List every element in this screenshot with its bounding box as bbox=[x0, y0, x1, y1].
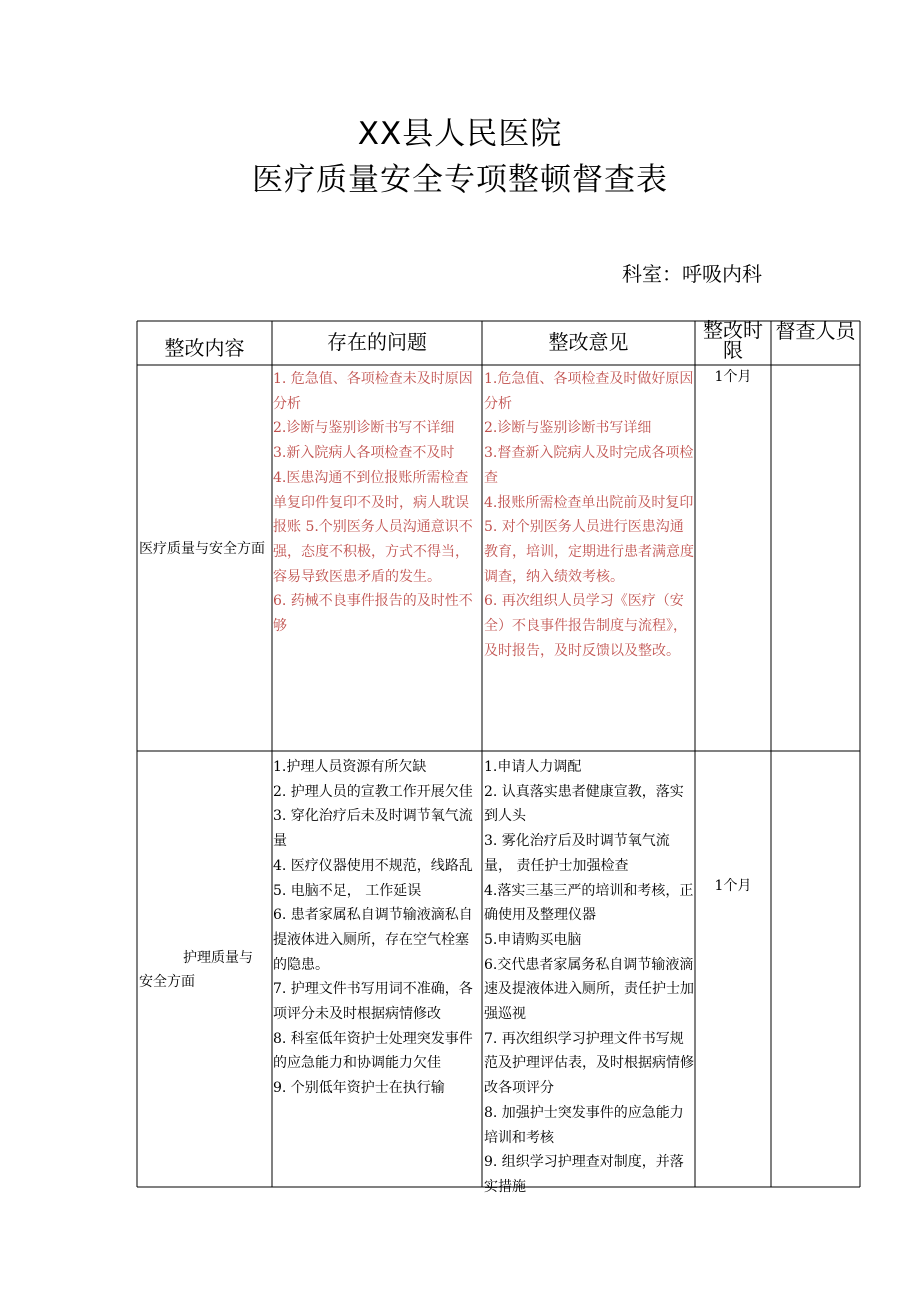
row1-problem-item: 6. 药械不良事件报告的及时性不够 bbox=[273, 593, 473, 635]
row2-deadline: 1个月 bbox=[714, 878, 752, 894]
row1-deadline: 1个月 bbox=[714, 369, 752, 385]
header-problems: 存在的问题 bbox=[327, 330, 427, 354]
row2-problem-item: 8. 科室低年资护士处理突发事件的应急能力和协调能力欠佳 bbox=[273, 1030, 473, 1072]
header-deadline-line1: 整改时 bbox=[703, 318, 763, 342]
header-deadline bbox=[695, 320, 771, 360]
row2-aspect-line1: 护理质量与 bbox=[183, 950, 253, 966]
row1-opinion-item: 1.危急值、各项检查及时做好原因分析 bbox=[484, 371, 694, 412]
row2-opinion-item: 6.交代患者家属务私自调节输液滴速及提液体进入厕所，责任护士加强巡视 bbox=[484, 956, 694, 1023]
row2-opinion-item: 5.申请购买电脑 bbox=[484, 931, 582, 948]
row2-problem-item: 9. 个别低年资护士在执行输 bbox=[273, 1080, 445, 1097]
row1-opinion-item: 3.督查新入院病人及时完成各项检查 bbox=[484, 445, 694, 486]
row1-aspect: 医疗质量与安全方面 bbox=[139, 541, 265, 557]
row2-opinion-item: 9. 组织学习护理查对制度，并落实措施 bbox=[484, 1154, 684, 1195]
row2-opinion-item: 8. 加强护士突发事件的应急能力培训和考核 bbox=[484, 1104, 684, 1146]
row1-problem-item: 4.医患沟通不到位报账所需检查单复印件复印不及时，病人耽误报账 5.个别医务人员沟通意识不强，态度不积极，方式不得当，容易导致医患矛盾的发生。 bbox=[273, 469, 473, 585]
document-title-line2: 医疗质量安全专项整顿督查表 bbox=[252, 162, 668, 198]
row2-opinions-clip bbox=[482, 752, 695, 1195]
row2-opinion-item: 2. 认真落实患者健康宣教，落实到人头 bbox=[484, 783, 684, 825]
row1-opinion-item: 2.诊断与鉴别诊断书写详细 bbox=[484, 420, 652, 437]
document-title-line1: XX县人民医院 bbox=[357, 116, 563, 152]
row2-problem-item: 7. 护理文件书写用词不准确，各项评分未及时根据病情修改 bbox=[273, 981, 473, 1023]
row1-problem-item: 3.新入院病人各项检查不及时 bbox=[273, 445, 455, 462]
header-opinions: 整改意见 bbox=[548, 330, 629, 354]
row2-opinions bbox=[484, 755, 694, 1200]
row1-problem-item: 2.诊断与鉴别诊断书写不详细 bbox=[273, 420, 455, 437]
row2-problem-item: 2. 护理人员的宣教工作开展欠佳 bbox=[273, 783, 473, 800]
row2-problem-item: 4. 医疗仪器使用不规范，线路乱 bbox=[273, 857, 473, 874]
row1-problems bbox=[273, 367, 481, 639]
row2-aspect bbox=[139, 946, 269, 994]
row2-aspect-line2: 安全方面 bbox=[139, 974, 195, 990]
header-inspector: 督查人员 bbox=[775, 319, 856, 343]
row2-problems bbox=[273, 755, 481, 1101]
row2-problem-item: 5. 电脑不足， 工作延误 bbox=[273, 882, 422, 899]
row2-problem-item: 3. 穿化治疗后未及时调节氧气流量 bbox=[273, 808, 473, 850]
row2-opinion-item: 1.申请人力调配 bbox=[484, 759, 582, 775]
row2-opinion-item: 3. 雾化治疗后及时调节氧气流量， 责任护士加强检查 bbox=[484, 833, 670, 874]
header-deadline-line2: 限 bbox=[723, 338, 743, 362]
row2-opinion-item: 7. 再次组织学习护理文件书写规范及护理评估表，及时根据病情修改各项评分 bbox=[484, 1030, 694, 1097]
row2-problem-item: 1.护理人员资源有所欠缺 bbox=[273, 759, 427, 775]
row1-opinion-item: 6. 再次组织人员学习《医疗（安全）不良事件报告制度与流程》，及时报告，及时反馈以及整改。 bbox=[484, 593, 687, 659]
row1-problem-item: 1. 危急值、各项检查未及时原因分析 bbox=[273, 371, 473, 412]
header-content: 整改内容 bbox=[164, 336, 245, 360]
row1-opinions bbox=[484, 367, 694, 663]
row1-opinion-item: 5. 对个别医务人员进行医患沟通教育，培训，定期进行患者满意度调查，纳入绩效考核。 bbox=[484, 519, 694, 585]
row2-problem-item: 6. 患者家属私自调节输液滴私自提液体进入厕所，存在空气栓塞的隐患。 bbox=[273, 907, 473, 973]
row1-opinion-item: 4.报账所需检查单出院前及时复印 bbox=[484, 494, 694, 511]
department-label: 科室：呼吸内科 bbox=[622, 262, 762, 286]
row2-opinion-item: 4.落实三基三严的培训和考核，正确使用及整理仪器 bbox=[484, 882, 694, 924]
